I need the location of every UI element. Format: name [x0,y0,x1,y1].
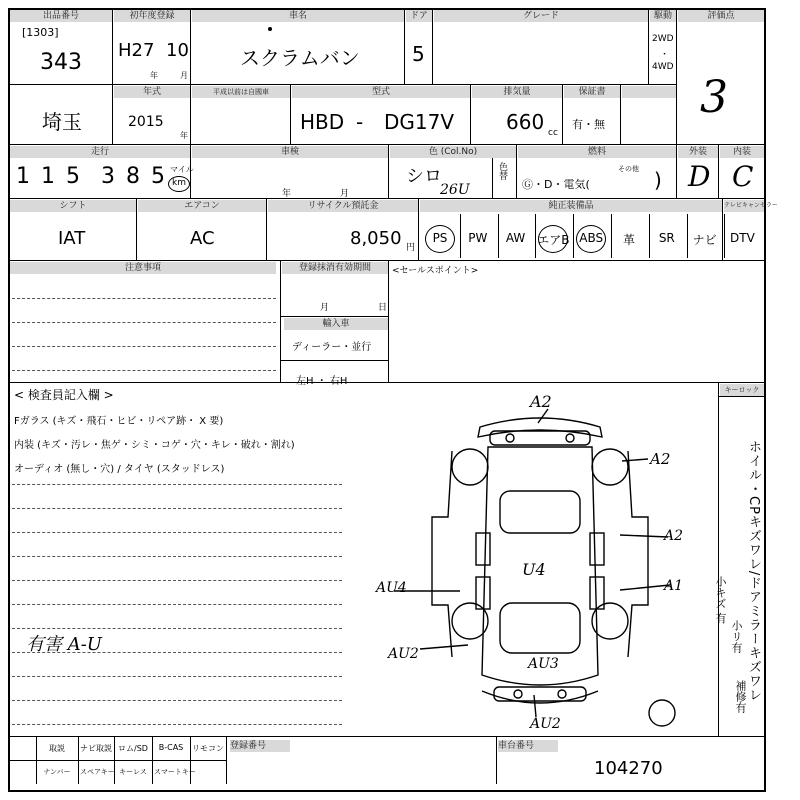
warranty-header: 保証書 [564,86,620,98]
note-line [12,298,276,299]
displacement-header: 排気量 [472,86,562,98]
displacement-unit: cc [548,128,558,138]
grid-line [562,84,563,144]
interior-grade: C [732,160,754,193]
bottom-item: B-CAS [158,743,184,752]
inspector-line [12,580,342,581]
grade-header: グレード [434,10,648,22]
recycle-value: 8,050 [350,228,402,249]
mark-a1-right: A1 [664,578,684,594]
mark-au3-bottom: AU3 [528,656,559,672]
recycle-unit: 円 [406,243,416,253]
equipment-item: AW [505,231,526,245]
equipment-divider [535,214,536,258]
model-year-unit: 年 [180,131,188,140]
lot-header: 出品番号 [10,10,112,22]
mark-a2-top: A2 [530,392,552,411]
fuel-options: Ⓖ・D・電気( [522,178,590,191]
inspector-line-2: 内装 (キズ・汚レ・焦ゲ・シミ・コゲ・穴・キレ・破れ・割れ) [14,440,295,451]
aircon-value: AC [190,228,215,249]
equipment-divider [649,214,650,258]
inspector-line [12,484,342,485]
grid-line [280,316,388,317]
grid-line [8,198,766,199]
model-prefix: HBD [300,110,345,134]
mileage-mile-unit: マイル [170,165,194,174]
drive-4wd: 4WD [652,62,674,72]
doors-value: 5 [412,42,425,66]
mileage-header: 走行 [10,146,190,158]
mileage-digit: 8 [126,164,140,189]
mark-au2-bottom: AU2 [530,716,561,732]
grid-line [152,736,153,784]
model-year: 2015 [128,114,164,130]
first-reg-month-unit: 月 [180,71,188,80]
inspector-line [12,676,342,677]
mileage-km-unit: km [172,178,186,188]
year-header: 年式 [114,86,190,98]
equipment-divider [724,214,725,258]
equipment-divider [460,214,461,258]
rating-header: 評価点 [678,10,764,22]
grid-line [676,8,677,84]
inspector-line-1: Fガラス (キズ・飛石・ヒビ・リペア跡・ X 要) [14,416,224,427]
lot-number: 343 [40,50,82,75]
inspector-line [12,628,342,629]
first-reg-year-unit: 年 [150,71,158,80]
inspector-line-3: オーディオ (無し・穴) / タイヤ (スタッドレス) [14,464,225,475]
bottom-item: スマートキー [154,768,196,776]
grid-line [470,84,471,144]
bottom-item: スペアキー [80,768,115,776]
sales-point-label: <セールスポイント> [392,266,479,276]
drive-2wd: 2WD [652,34,674,44]
car-name-header: 車名 [192,10,404,22]
equipment-item: 革 [622,233,635,247]
inspection-month: 月 [340,189,350,199]
grid-line [136,198,137,260]
equipment-item: SR [658,231,675,245]
import-header: 輸入車 [284,318,388,330]
grid-line [718,396,766,397]
inspector-line [12,508,342,509]
inspector-line [12,724,342,725]
lot-session: [1303] [22,26,59,39]
grid-line [112,84,113,144]
inspector-line [12,556,342,557]
grid-line [718,144,719,198]
grid-line [718,382,719,736]
drive-dot: ・ [660,50,670,60]
inspector-line [12,652,342,653]
grid-line [432,8,433,84]
fuel-close: ) [654,168,662,192]
dot-mark [268,27,272,31]
bottom-item: ナビ取説 [80,744,112,753]
rating-value: 3 [700,72,728,123]
grid-line [516,144,517,198]
grid-line [280,360,388,361]
aircon-header: エアコン [138,200,266,212]
equipment-divider [498,214,499,258]
first-reg-month: 10 [166,40,189,61]
grid-line [676,144,677,198]
chassis-no-header: 車台番号 [498,740,558,752]
grid-line [190,8,191,84]
grid-line [280,260,281,382]
mark-a2-side: A2 [664,528,684,544]
equipment-header: 純正装備品 [420,200,722,212]
recycle-header: リサイクル預託金 [268,200,418,212]
grid-line [388,260,389,382]
dtv-note: テレビキャンセラー [724,200,764,212]
equipment-circle [576,225,606,253]
year-note: 平成以前は自國車 [192,86,290,98]
mark-au4-left: AU4 [376,580,407,596]
bottom-item: キーレス [119,768,147,776]
grade-small-header [622,86,676,98]
equipment-divider [611,214,612,258]
fuel-header: 燃料 [518,146,676,158]
grid-line [620,84,621,144]
warranty-value: 有・無 [572,118,605,131]
grid-line [266,198,267,260]
mileage-digit: 5 [151,164,165,189]
grid-line [722,198,723,260]
bottom-item: 取説 [49,744,65,753]
grid-line [676,84,677,144]
side-small-2: 小リ有 [730,620,743,653]
reg-expiry-header: 登録抹消有効期間 [282,262,388,274]
reg-month: 月 [320,303,330,313]
bottom-item: ロム/SD [118,744,148,753]
grid-line [78,736,79,784]
grid-line [10,760,226,761]
key-lock-header: キーロック [720,384,764,396]
mark-u4-center: U4 [522,560,546,579]
side-small-3: 補修有 [734,680,747,713]
doors-header: ドア [406,10,432,22]
side-small-1: 小キズ 有 [714,576,727,624]
grid-line [418,198,419,260]
grid-line [190,84,191,144]
side-vertical-text: ホイル・CPキズワレ/ドアミラーキズワレ [746,440,761,703]
reg-day: 日 [378,303,388,313]
grid-line [8,736,766,737]
exterior-header: 外装 [678,146,718,158]
grid-line [496,736,497,784]
prefecture: 埼玉 [42,110,82,134]
import-dealer: ディーラー・並行 [292,342,372,353]
mark-au2-left: AU2 [388,646,419,662]
chassis-number: 104270 [594,758,663,779]
fuel-other: その他 [618,165,639,173]
model-code: DG17V [384,110,455,134]
grid-line [8,84,676,85]
interior-header: 内装 [720,146,764,158]
grid-line [112,8,113,84]
inspector-line [12,700,342,701]
bottom-item: リモコン [192,744,224,753]
note-line [12,322,276,323]
inspector-header: < 検査員記入欄 > [14,388,114,402]
mileage-digit: 3 [101,164,115,189]
grid-line [8,382,766,383]
drive-header: 駆動 [650,10,676,22]
mark-a2-right: A2 [650,450,671,468]
grid-line [648,8,649,84]
equipment-item: エアB [537,233,570,247]
equipment-divider [687,214,688,258]
model-sep: - [356,110,364,134]
grid-line [226,736,227,784]
import-steering: 左H ・ 右H [296,376,348,387]
grid-line [190,736,191,784]
displacement-value: 660 [506,110,545,134]
equipment-item: PW [468,231,488,245]
inspection-header: 車検 [192,146,388,158]
note-line [12,370,276,371]
grid-line [190,144,191,198]
color-change-label: 色替 [497,162,507,180]
notes-header: 注意事項 [10,262,276,274]
color-name: シロ [406,166,442,187]
inspector-line [12,604,342,605]
equipment-circle [425,225,455,253]
bottom-item: ナンバー [43,768,71,776]
grid-line [492,158,493,198]
inspector-line [12,532,342,533]
equipment-item: DTV [730,231,755,245]
equipment-item: ABS [579,231,604,245]
mileage-digit: 1 [41,164,55,189]
first-reg-header: 初年度登録 [114,10,190,22]
grid-line [114,736,115,784]
car-name: スクラムバン [240,46,360,70]
grid-line [8,260,766,261]
color-header: 色 (Col.No) [390,146,516,158]
model-type-header: 型式 [292,86,470,98]
note-line [12,346,276,347]
mileage-digit: 1 [16,164,30,189]
color-code: 26U [440,182,470,198]
equipment-item: ナビ [692,233,717,247]
grid-line [290,84,291,144]
first-reg-era: H27 [118,40,155,61]
grid-line [36,736,37,784]
exterior-grade: D [688,160,711,193]
grid-line [8,144,766,145]
shift-value: IAT [58,228,86,249]
grid-line [388,144,389,198]
equipment-divider [573,214,574,258]
handwritten-note: 有害 A-U [26,634,102,655]
shift-header: シフト [10,200,136,212]
reg-no-header: 登録番号 [230,740,290,752]
equipment-item: PS [432,231,448,245]
mileage-digit: 5 [66,164,80,189]
grid-line [404,8,405,84]
inspection-year: 年 [282,189,292,199]
